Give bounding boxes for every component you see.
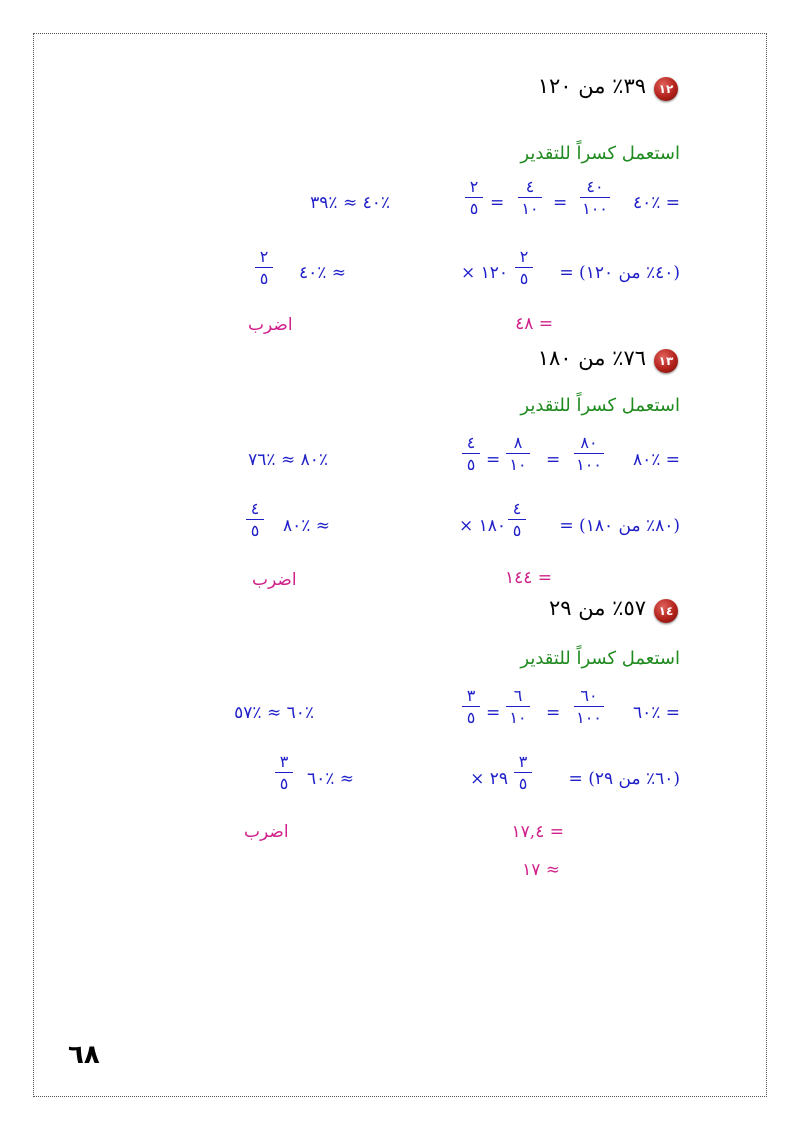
equals-sign: = — [486, 703, 501, 723]
approximation: ٪٤٠ ≈ ٪٣٩ — [310, 193, 390, 213]
approximation-fraction-text: ≈ ٪٦٠ — [306, 769, 354, 789]
problem-number-badge: ١٣ — [654, 349, 678, 373]
page-number: ٦٨ — [68, 1040, 100, 1070]
equals-sign: = — [546, 703, 561, 723]
fraction-fifths: ٣ ٥ — [462, 686, 480, 727]
equals-sign: = — [490, 193, 505, 213]
estimate-hint: استعمل كسراً للتقدير — [520, 395, 680, 416]
multiplication-factor: ١٨٠ × — [458, 516, 506, 536]
multiplication-lead: (٤٠٪ من ١٢٠) = — [559, 263, 680, 283]
problem-title: ٣٩٪ من ١٢٠ — [537, 74, 646, 98]
multiplication-factor: ١٢٠ × — [460, 263, 508, 283]
multiplication-fraction: ٤ ٥ — [508, 499, 526, 540]
result: = ١٤٤ — [504, 568, 552, 588]
fraction-fifths: ٢ ٥ — [465, 177, 483, 218]
equation-lead: = ٪٨٠ — [632, 450, 680, 470]
approximation-fraction: ٤ ٥ — [246, 499, 264, 540]
fraction-hundredths: ٦٠ ١٠٠ — [574, 686, 604, 727]
equals-sign: = — [486, 450, 501, 470]
problem-title: ٥٧٪ من ٢٩ — [549, 596, 646, 620]
approximation-fraction: ٢ ٥ — [255, 247, 273, 288]
problem-title: ٧٦٪ من ١٨٠ — [537, 346, 646, 370]
multiplication-fraction: ٣ ٥ — [514, 752, 532, 793]
multiply-label: اضرب — [252, 570, 297, 590]
result: = ٤٨ — [515, 314, 553, 334]
approximation-fraction-text: ≈ ٪٤٠ — [298, 263, 346, 283]
problem-number-badge: ١٤ — [654, 599, 678, 623]
multiplication-lead: (٦٠٪ من ٢٩) = — [568, 769, 680, 789]
approximation-fraction: ٣ ٥ — [275, 752, 293, 793]
rounded-result: ≈ ١٧ — [522, 860, 560, 880]
estimate-hint: استعمل كسراً للتقدير — [520, 648, 680, 669]
estimate-hint: استعمل كسراً للتقدير — [520, 143, 680, 164]
fraction-fifths: ٤ ٥ — [462, 433, 480, 474]
equation-lead: = ٪٤٠ — [632, 193, 680, 213]
multiplication-factor: ٢٩ × — [470, 769, 508, 789]
equals-sign: = — [546, 450, 561, 470]
fraction-hundredths: ٨٠ ١٠٠ — [574, 433, 604, 474]
fraction-tenths: ٨ ١٠ — [506, 433, 530, 474]
equals-sign: = — [553, 193, 568, 213]
multiplication-lead: (٨٠٪ من ١٨٠) = — [559, 516, 680, 536]
multiply-label: اضرب — [248, 315, 293, 335]
approximation: ٪٦٠ ≈ ٪٥٧ — [234, 703, 314, 723]
fraction-tenths: ٦ ١٠ — [506, 686, 530, 727]
result: = ١٧,٤ — [511, 822, 564, 842]
approximation: ٪٨٠ ≈ ٪٧٦ — [248, 450, 328, 470]
approximation-fraction-text: ≈ ٪٨٠ — [282, 516, 330, 536]
equation-lead: = ٪٦٠ — [632, 703, 680, 723]
fraction-hundredths: ٤٠ ١٠٠ — [580, 177, 610, 218]
multiplication-fraction: ٢ ٥ — [515, 247, 533, 288]
problem-number-badge: ١٢ — [654, 77, 678, 101]
fraction-tenths: ٤ ١٠ — [518, 177, 542, 218]
multiply-label: اضرب — [244, 822, 289, 842]
